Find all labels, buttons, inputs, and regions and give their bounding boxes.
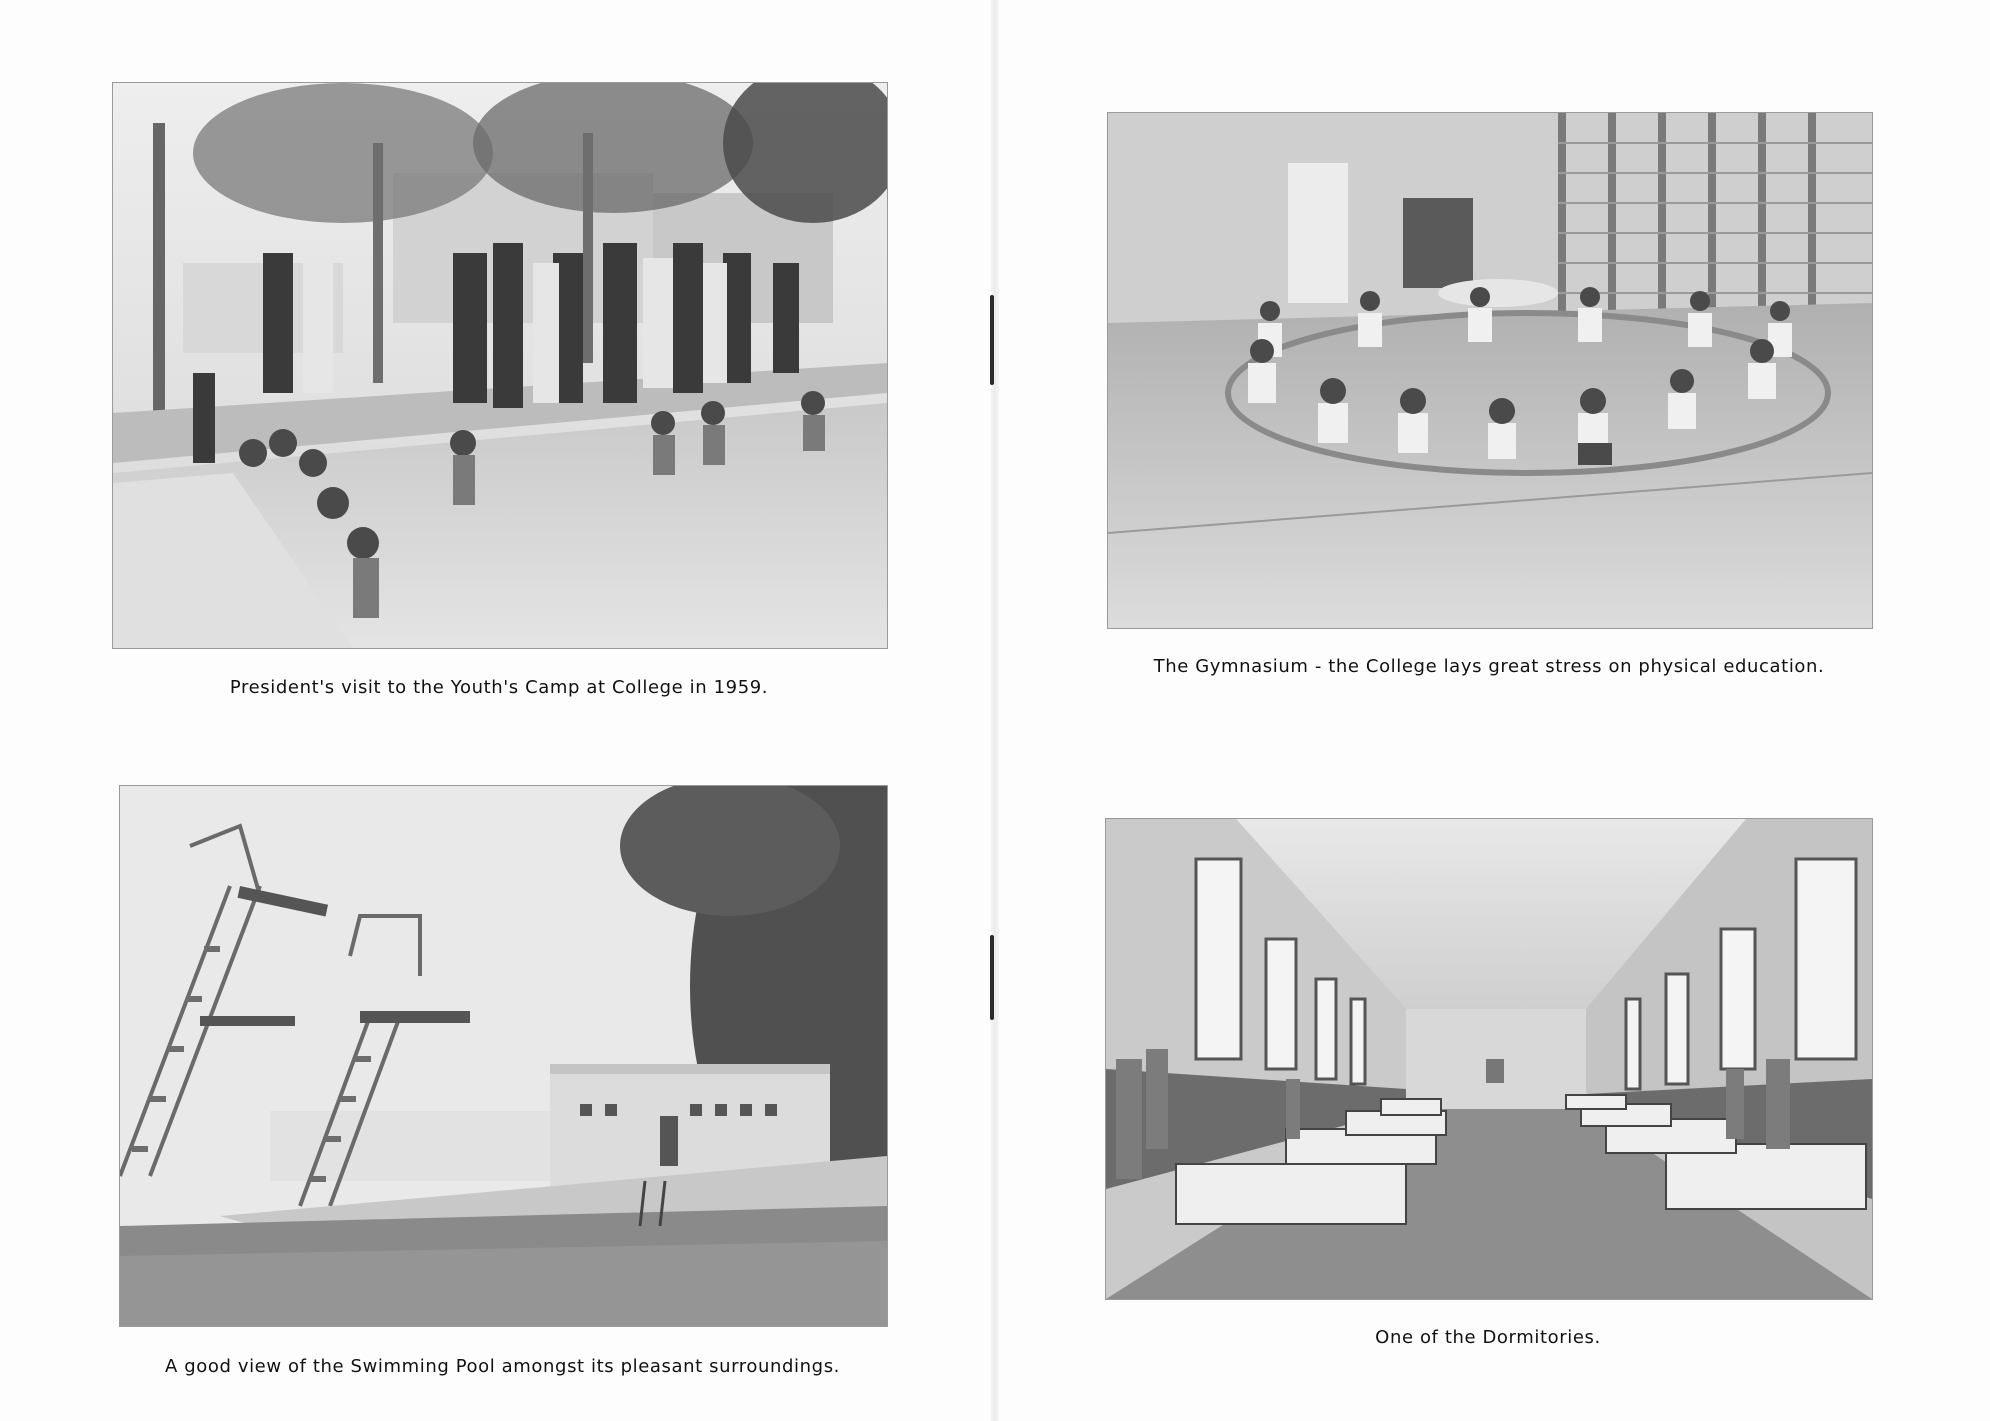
photo-gymnasium	[1107, 112, 1873, 629]
right-page	[995, 0, 1990, 1421]
staple-top	[990, 295, 994, 385]
caption-gymnasium: The Gymnasium - the College lays great stress on physical education.	[1153, 656, 1825, 677]
photo-presidents-visit	[112, 82, 888, 649]
diving-boards-and-pool-icon	[120, 786, 887, 1326]
visitors-walking-beside-pool-icon	[113, 83, 887, 648]
staple-bottom	[990, 935, 994, 1020]
photo-swimming-pool	[119, 785, 888, 1327]
caption-dormitory: One of the Dormitories.	[1375, 1327, 1601, 1348]
caption-swimming-pool: A good view of the Swimming Pool amongst its pleasant surroundings.	[165, 1356, 840, 1377]
students-exercising-in-circle-icon	[1108, 113, 1872, 628]
rows-of-beds-icon	[1106, 819, 1872, 1299]
photo-dormitory	[1105, 818, 1873, 1300]
caption-presidents-visit: President's visit to the Youth's Camp at College in 1959.	[229, 677, 769, 698]
